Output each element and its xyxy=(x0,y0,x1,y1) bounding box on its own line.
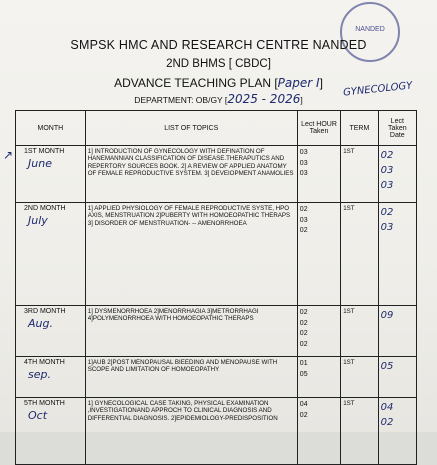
month-label: 4TH MONTH xyxy=(24,359,65,366)
month-cell xyxy=(16,146,86,203)
term-cell: 1ST xyxy=(341,306,378,357)
table-row xyxy=(16,306,417,357)
hours-cell xyxy=(297,203,340,306)
month-handwritten: June xyxy=(28,157,52,170)
month-handwritten: Aug. xyxy=(28,317,53,330)
month-handwritten: July xyxy=(28,214,48,227)
topics-cell: 1] INTRODUCTION OF GYNECOLOGY WITH DEFINATION OF HANEMANNIAN CLASSIFICATION OF DISEASE.THERAPUTICS AND REPERTORY SOURCES BOOK. 2] A REVIEW OF APPLIED ANATOMY OF FEMALE REPRODUCTIVE SYSTEM. 3] DEVEIOPMENT ANAMOLIES xyxy=(85,146,297,203)
term-cell: 1ST xyxy=(341,357,378,398)
taken-cell xyxy=(378,146,416,203)
subject-handwritten: GYNECOLOGY xyxy=(342,80,413,99)
table-row xyxy=(16,357,417,398)
hour-value: 02 xyxy=(299,411,308,419)
hour-value: 02 xyxy=(299,309,308,316)
month-label: 3RD MONTH xyxy=(24,308,66,315)
month-cell xyxy=(16,357,86,398)
hours-cell xyxy=(297,357,340,398)
term-cell: 1ST xyxy=(341,203,378,306)
month-label: 2ND MONTH xyxy=(24,205,66,212)
taken-value: 05 xyxy=(380,361,394,372)
hour-value: 03 xyxy=(299,149,308,156)
course-name: 2ND BHMS [ CBDC] xyxy=(166,58,271,70)
hour-value: 04 xyxy=(299,401,308,408)
header-month: MONTH xyxy=(16,111,86,146)
department-label: DEPARTMENT: OB/GY [ xyxy=(134,95,228,105)
plan-title-line: ADVANCE TEACHING PLAN [Paper I] xyxy=(114,76,323,90)
table-row xyxy=(16,398,417,465)
month-cell xyxy=(16,398,86,465)
topics-cell: 1] GYNECOLOGICAL CASE TAKING, PHYSICAL EXAMINATION ,INVESTIGATIONAND APPROCH TO CLINICAL DIAGNOSIS AND DIFFERENTIAL DIAGNOSIS. 2]EPIDEMIOLOGY-PREDISPOSITION xyxy=(85,398,297,465)
hour-value: 02 xyxy=(299,330,308,337)
hour-value: 05 xyxy=(299,370,308,378)
hour-value: 02 xyxy=(299,227,308,234)
header-topics: LIST OF TOPICS xyxy=(85,111,297,146)
department-line: DEPARTMENT: OB/GY [2025 - 2026] xyxy=(134,92,303,106)
term-cell: 1ST xyxy=(341,146,378,203)
hour-value: 02 xyxy=(299,340,308,348)
topics-cell: 1] APPLIED PHYSIOLOGY OF FEMALE REPRODUCTIVE SYSTE, HPO AXIS, MENSTRUATION 2]PUBERTY WITH HOMOEOPATHIC THERAPS 3] DISORDER OF MENSTRUATION- -- AMENORRHOEA xyxy=(85,203,297,306)
taken-cell xyxy=(378,398,416,465)
taken-cell xyxy=(378,203,416,306)
handwritten-arrow-icon: ↗ xyxy=(3,148,14,162)
header-term: TERM xyxy=(341,111,378,146)
month-cell xyxy=(16,306,86,357)
taken-value: 03 xyxy=(380,222,394,233)
month-label: 1ST MONTH xyxy=(24,148,65,155)
hours-cell xyxy=(297,398,340,465)
taken-value: 02 xyxy=(380,417,394,428)
taken-value: 02 xyxy=(380,207,394,218)
taken-cell xyxy=(378,306,416,357)
month-cell xyxy=(16,203,86,306)
taken-value: 03 xyxy=(380,165,394,176)
plan-title: ADVANCE TEACHING PLAN [ xyxy=(114,76,278,90)
hour-value: 03 xyxy=(299,170,308,177)
topics-cell: 1]AUB 2]POST MENOPAUSAL BIEEDING AND MENOPAUSE WITH SCOPE AND LIMITATION OF HOMOEOPATHY xyxy=(85,357,297,398)
table-row xyxy=(16,203,417,306)
taken-value: 03 xyxy=(380,180,394,191)
header-lect-taken: Lect Taken Date xyxy=(378,111,416,146)
table-row xyxy=(16,146,417,203)
hour-value: 01 xyxy=(299,360,308,367)
seal-text: NANDED xyxy=(355,26,385,33)
month-label: 5TH MONTH xyxy=(24,400,65,407)
taken-value: 09 xyxy=(380,310,394,321)
hours-cell xyxy=(297,146,340,203)
paper-handwritten: Paper I xyxy=(277,76,320,90)
topics-cell: 1] DYSMENORRHOEA 2]MENORRHAGIA 3]METRORRHAGI 4]POLYMENORRHOEA WITH HOMOEOPATHIC THERAPS xyxy=(85,306,297,357)
taken-cell xyxy=(378,357,416,398)
header-lect-hour: Lect HOUR Taken xyxy=(297,111,340,146)
taken-value: 04 xyxy=(380,402,394,413)
institution-name: SMPSK HMC AND RESEARCH CENTRE NANDED xyxy=(70,38,367,52)
hour-value: 03 xyxy=(299,216,308,224)
hour-value: 03 xyxy=(299,159,308,167)
hour-value: 02 xyxy=(299,206,308,213)
month-handwritten: Oct xyxy=(28,409,48,422)
teaching-plan-table xyxy=(15,110,417,465)
term-cell: 1ST xyxy=(341,398,378,465)
table-header-row xyxy=(16,111,417,146)
hours-cell xyxy=(297,306,340,357)
hour-value: 02 xyxy=(299,319,308,327)
taken-value: 02 xyxy=(380,150,394,161)
month-handwritten: sep. xyxy=(28,368,51,381)
year-handwritten: 2025 - 2026 xyxy=(227,92,301,106)
